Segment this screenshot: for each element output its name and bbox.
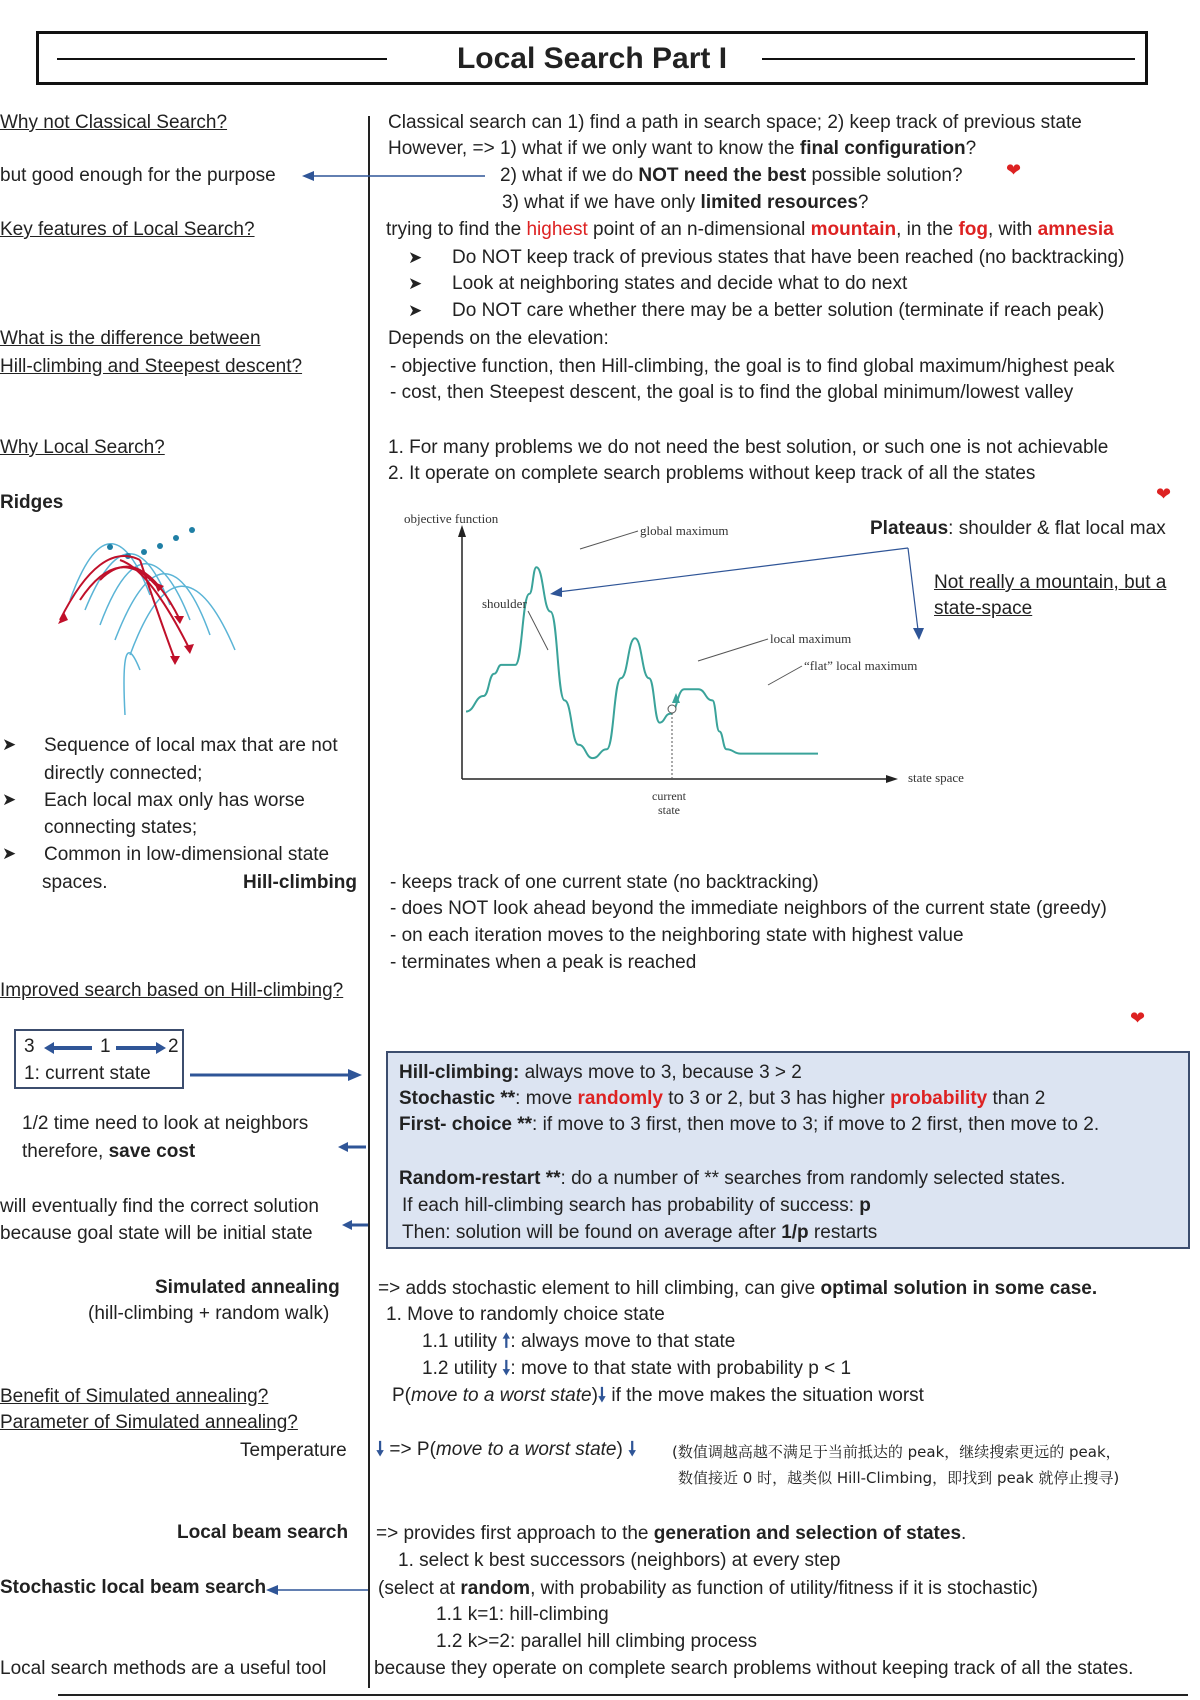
ridge-illustration (40, 500, 250, 720)
plateau-arrows (540, 540, 930, 650)
state-2: 2 (168, 1036, 179, 1057)
ridge-blue-dots (107, 527, 195, 559)
bullet-arrow-icon: ➤ (2, 735, 17, 754)
half-time-note: 1/2 time need to look at neighbors (22, 1113, 309, 1134)
state-example-box (14, 1029, 184, 1089)
down-arrow-icon: 🠗 (622, 1439, 637, 1460)
k2-line: 1.2 k>=2: parallel hill climbing process (436, 1631, 758, 1652)
sa-line-1: => adds stochastic element to hill climbing, can give optimal solution in some case. (378, 1278, 1098, 1299)
sim-annealing-heading: Simulated annealing (155, 1277, 340, 1298)
down-arrow-icon: 🠗 (376, 1439, 385, 1460)
good-enough-note: but good enough for the purpose (0, 165, 276, 186)
hc-line-1: - keeps track of one current state (no backtracking) (390, 872, 819, 893)
eventually-note-2: because goal state will be initial state (0, 1223, 313, 1244)
sa-line-4: 1.2 utility 🠗: move to that state with probability p < 1 (422, 1358, 852, 1379)
cost-line: - cost, then Steepest descent, the goal is to find the global minimum/lowest valley (390, 382, 1074, 403)
ridge-bullet-3b: spaces. (42, 872, 108, 893)
why-local-2: 2. It operate on complete search problems without keep track of all the states (388, 463, 1036, 484)
ridge-bullet-2b: connecting states; (44, 817, 198, 838)
bullet-arrow-icon: ➤ (408, 301, 423, 320)
current-state-label: 1: current state (24, 1063, 151, 1084)
sa-line-2: 1. Move to randomly choice state (386, 1304, 665, 1325)
q-difference-1: What is the difference between (0, 328, 261, 349)
arrow-left-icon (44, 1041, 94, 1055)
page-title: Local Search Part I (456, 42, 728, 75)
key-feature-2: Look at neighboring states and decide what to do next (452, 273, 908, 294)
annotation-flat-local-max: “flat” local maximum (804, 658, 918, 673)
arrow-right-icon (116, 1041, 166, 1055)
box-line-6: Then: solution will be found on average after 1/p restarts (402, 1222, 878, 1243)
box-line-5: If each hill-climbing search has probability of success: p (402, 1195, 871, 1216)
arrow-from-random-restart (342, 1218, 368, 1232)
annotation-current-state: current state (652, 789, 686, 817)
sa-line-3: 1.1 utility 🠕: always move to that state (422, 1331, 736, 1352)
column-divider (368, 116, 370, 1688)
key-feature-3: Do NOT care whether there may be a better solution (terminate if reach peak) (452, 300, 1105, 321)
not-mountain-2: state-space (934, 598, 1033, 619)
save-cost-note: therefore, save cost (22, 1141, 196, 1162)
down-arrow-icon: 🠗 (597, 1385, 607, 1406)
q-improved: Improved search based on Hill-climbing? (0, 980, 344, 1001)
classical-line: Classical search can 1) find a path in search space; 2) keep track of previous state (388, 112, 1082, 133)
trying-line: trying to find the highest point of an n-dimensional mountain, in the fog, with amnesia (386, 219, 1114, 240)
bottom-rule (58, 1694, 1188, 1696)
y-axis-label: objective function (404, 511, 499, 526)
not-mountain-1: Not really a mountain, but a (934, 572, 1167, 593)
eventually-note-1: will eventually find the correct solution (0, 1196, 319, 1217)
plateaus-note: Plateaus: shoulder & flat local max (870, 518, 1166, 539)
hill-climbing-heading: Hill-climbing (243, 872, 357, 893)
state-3: 3 (24, 1036, 35, 1057)
arrow-to-stochastic-beam (266, 1583, 368, 1597)
bullet-arrow-icon: ➤ (2, 844, 17, 863)
x-axis-label: state space (908, 770, 964, 785)
hc-line-2: - does NOT look ahead beyond the immediate neighbors of the current state (greedy) (390, 898, 1107, 919)
annotation-global-max: global maximum (640, 523, 729, 538)
ridge-bullet-3a: Common in low-dimensional state (44, 844, 330, 865)
ridges-heading: Ridges (0, 492, 64, 513)
bullet-arrow-icon: ➤ (408, 248, 423, 267)
stochastic-beam-heading: Stochastic local beam search (0, 1577, 267, 1598)
useful-tool-note: Local search methods are a useful tool (0, 1658, 327, 1679)
x-axis-arrow (886, 775, 898, 783)
arrow-to-box (190, 1066, 365, 1084)
hc-line-3: - on each iteration moves to the neighboring state with highest value (390, 925, 964, 946)
question-3-line: 3) what if we have only limited resources? (502, 192, 869, 213)
lb-line-2: 1. select k best successors (neighbors) at every step (398, 1550, 841, 1571)
box-line-3: First- choice **: if move to 3 first, then move to 3; if move to 2 first, then move to 2. (399, 1114, 1100, 1135)
temperature-cjk-1: (数值调越高越不满足于当前抵达的 peak，继续搜索更远的 peak， (672, 1443, 1121, 1461)
up-arrow-icon: 🠕 (502, 1331, 511, 1352)
ridge-bullet-2a: Each local max only has worse (44, 790, 305, 811)
question-2-line: 2) what if we do NOT need the best possible solution? (500, 165, 963, 186)
q-benefit: Benefit of Simulated annealing? (0, 1386, 269, 1407)
temperature-cjk-2: 数值接近 0 时，越类似 Hill-Climbing，即找到 peak 就停止搜寻) (678, 1469, 1120, 1487)
temperature-label: Temperature (240, 1440, 347, 1461)
arrow-to-good-enough (300, 168, 490, 184)
heart-icon: ❤ (1156, 484, 1172, 504)
depends-line: Depends on the elevation: (388, 328, 609, 349)
sa-line-5: P(move to a worst state)🠗 if the move makes the situation worst (392, 1385, 924, 1406)
key-feature-1: Do NOT keep track of previous states that have been reached (no backtracking) (452, 247, 1125, 268)
however-line: However, => 1) what if we only want to know the final configuration? (388, 138, 977, 159)
current-state-dot (668, 705, 676, 713)
q-parameter: Parameter of Simulated annealing? (0, 1412, 298, 1433)
down-arrow-icon: 🠗 (502, 1358, 511, 1379)
temperature-line: 🠗 => P(move to a worst state) 🠗 (376, 1439, 637, 1460)
heart-icon: ❤ (1006, 160, 1022, 180)
sim-annealing-sub: (hill-climbing + random walk) (88, 1303, 330, 1324)
box-line-1: Hill-climbing: always move to 3, because 3 > 2 (399, 1062, 802, 1083)
heart-icon: ❤ (1130, 1008, 1146, 1028)
k1-line: 1.1 k=1: hill-climbing (436, 1604, 609, 1625)
local-beam-heading: Local beam search (177, 1522, 349, 1543)
objective-line: - objective function, then Hill-climbing, the goal is to find global maximum/highest peak (390, 356, 1115, 377)
stochastic-beam-line: (select at random, with probability as function of utility/fitness if it is stochastic) (378, 1578, 1038, 1599)
title-box (36, 31, 1148, 85)
state-1: 1 (100, 1036, 111, 1057)
ridge-bullet-1b: directly connected; (44, 763, 203, 784)
ridge-bullet-1a: Sequence of local max that are not (44, 735, 338, 756)
q-key-features: Key features of Local Search? (0, 219, 255, 240)
bullet-arrow-icon: ➤ (2, 790, 17, 809)
q-why-local: Why Local Search? (0, 437, 165, 458)
lb-line-1: => provides first approach to the generation and selection of states. (376, 1523, 967, 1544)
arrow-from-first-choice (338, 1140, 366, 1154)
q-difference-2: Hill-climbing and Steepest descent? (0, 356, 303, 377)
q-why-not-classical: Why not Classical Search? (0, 112, 228, 133)
box-line-4: Random-restart **: do a number of ** searches from randomly selected states. (399, 1168, 1066, 1189)
leader-flat-local-max (768, 666, 802, 685)
box-line-2: Stochastic **: move randomly to 3 or 2, but 3 has higher probability than 2 (399, 1088, 1046, 1109)
ridge-red-arrowheads (58, 582, 194, 665)
why-local-1: 1. For many problems we do not need the best solution, or such one is not achievable (388, 437, 1109, 458)
ridge-red-path (60, 556, 190, 660)
y-axis-arrow (458, 525, 466, 537)
annotation-local-max: local maximum (770, 631, 852, 646)
annotation-shoulder: shoulder (482, 596, 527, 611)
hc-line-4: - terminates when a peak is reached (390, 952, 697, 973)
bullet-arrow-icon: ➤ (408, 274, 423, 293)
improved-search-box (386, 1051, 1190, 1249)
useful-line: because they operate on complete search problems without keeping track of all the states. (374, 1658, 1134, 1679)
